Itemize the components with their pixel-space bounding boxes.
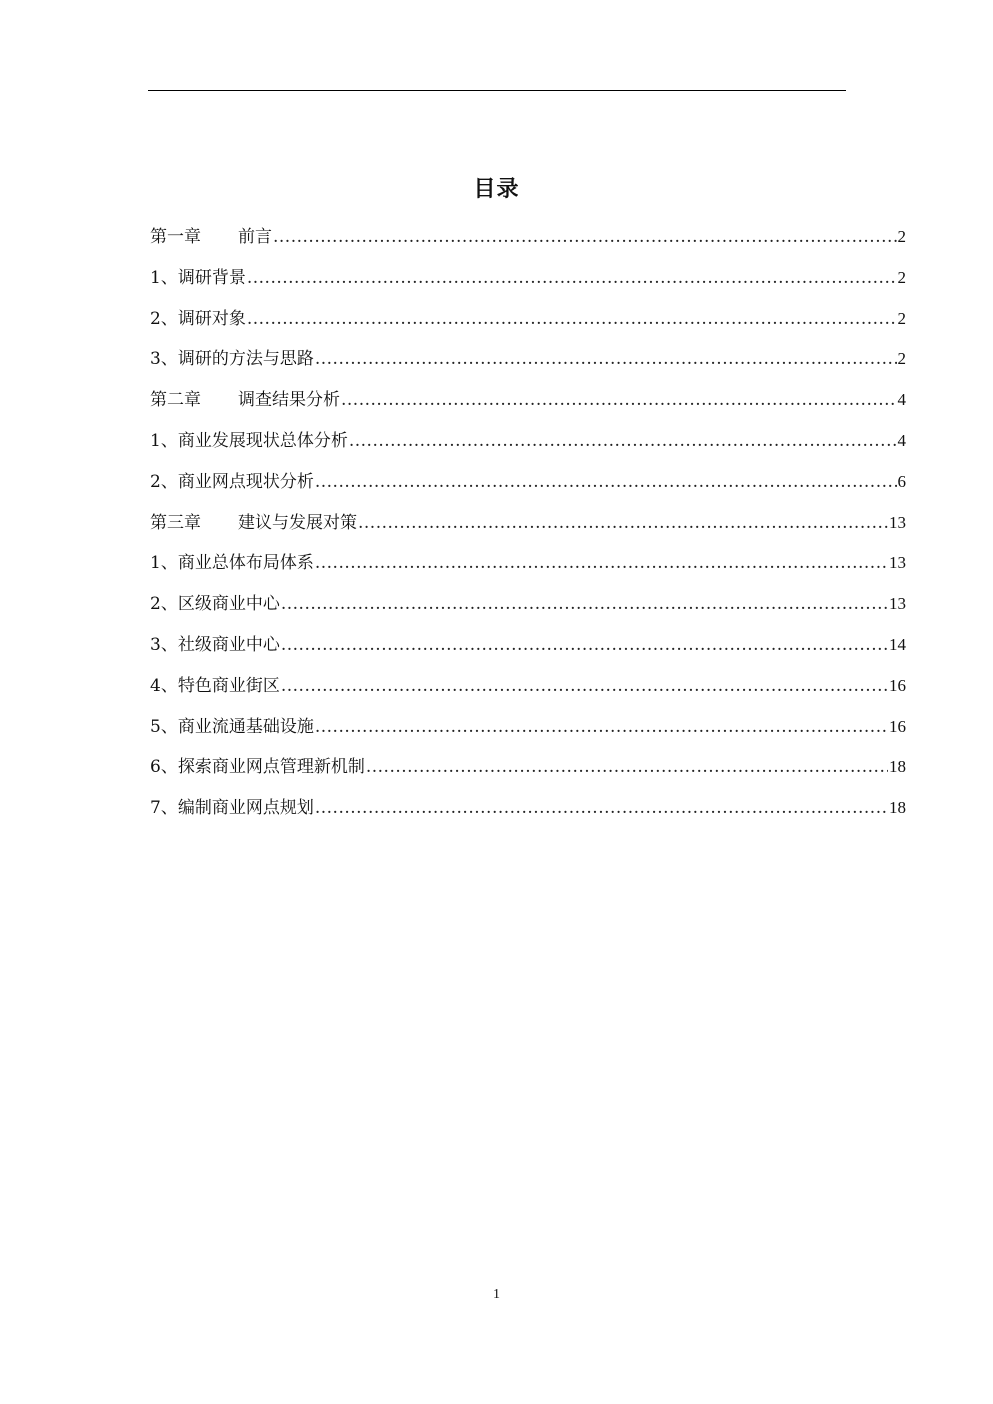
toc-entry-label: 1、商业发展现状总体分析 [150, 430, 348, 451]
toc-entry[interactable] [150, 630, 906, 671]
toc-entry-label: 1、调研背景 [150, 267, 246, 288]
chapter-number: 第二章 [150, 390, 201, 411]
chapter-title: 建议与发展对策 [238, 512, 357, 533]
toc-page-number: 2 [897, 308, 906, 328]
toc-entry-label: 3、社级商业中心 [150, 634, 280, 655]
toc-page-number: 16 [889, 716, 906, 736]
toc-page-number: 16 [889, 675, 906, 695]
toc-title: 目录 [473, 176, 520, 202]
toc-entry-label: 1、商业总体布局体系 [150, 553, 314, 574]
dot-leader [366, 752, 888, 782]
toc-entry-label: 2、商业网点现状分析 [150, 471, 314, 492]
toc-entry[interactable] [150, 304, 906, 345]
toc-page-number: 13 [889, 553, 906, 573]
dot-leader [349, 426, 897, 456]
dot-leader [281, 630, 888, 660]
toc-entry-label: 5、商业流通基础设施 [150, 716, 314, 737]
dot-leader [247, 304, 897, 334]
toc-page-number: 13 [889, 594, 906, 614]
toc-entry-chapter-3[interactable] [150, 508, 906, 549]
toc-page-number: 14 [889, 634, 906, 654]
dot-leader [315, 712, 888, 742]
toc-page-number: 13 [889, 512, 906, 532]
chapter-title: 前言 [238, 227, 272, 247]
toc-entry[interactable] [150, 589, 906, 630]
toc-entry[interactable] [150, 344, 906, 385]
dot-leader [315, 344, 897, 374]
dot-leader [315, 548, 888, 578]
toc-page-number: 18 [889, 798, 906, 818]
page-number: 1 [493, 1287, 500, 1302]
toc-entry-label: 2、调研对象 [150, 308, 246, 329]
toc-entry[interactable] [150, 548, 906, 589]
dot-leader [273, 222, 897, 252]
toc-entry[interactable] [150, 752, 906, 793]
toc-entry-chapter-2[interactable] [150, 385, 906, 426]
toc-page-number: 18 [889, 757, 906, 777]
chapter-number: 第三章 [150, 512, 201, 533]
toc-entry-label [150, 385, 340, 415]
chapter-title: 调查结果分析 [238, 390, 340, 411]
toc-entry-chapter-1[interactable] [150, 222, 906, 263]
toc-page-number: 2 [897, 227, 906, 246]
chapter-number: 第一章 [150, 227, 201, 247]
header-rule [148, 90, 846, 91]
dot-leader [315, 793, 888, 823]
toc-entry[interactable] [150, 712, 906, 753]
dot-leader [281, 671, 888, 701]
dot-leader [358, 508, 888, 538]
dot-leader [247, 263, 897, 293]
dot-leader [341, 385, 897, 415]
toc-list [150, 222, 906, 834]
toc-page-number: 4 [897, 390, 906, 410]
toc-entry[interactable] [150, 263, 906, 304]
dot-leader [281, 589, 888, 619]
toc-entry[interactable] [150, 793, 906, 834]
toc-entry-label: 2、区级商业中心 [150, 594, 280, 615]
toc-entry-label: 7、编制商业网点规划 [150, 798, 314, 819]
toc-entry-label: 6、探索商业网点管理新机制 [150, 757, 365, 778]
toc-entry[interactable] [150, 671, 906, 712]
toc-entry-label: 3、调研的方法与思路 [150, 349, 314, 370]
toc-entry-label [150, 508, 357, 538]
toc-page-number: 6 [897, 471, 906, 491]
toc-page-number: 4 [897, 430, 906, 450]
toc-entry-label [150, 222, 272, 252]
toc-page-number: 2 [897, 267, 906, 287]
toc-entry[interactable] [150, 426, 906, 467]
toc-page-number: 2 [897, 349, 906, 369]
toc-entry[interactable] [150, 467, 906, 508]
dot-leader [315, 467, 897, 497]
toc-entry-label: 4、特色商业街区 [150, 675, 280, 696]
